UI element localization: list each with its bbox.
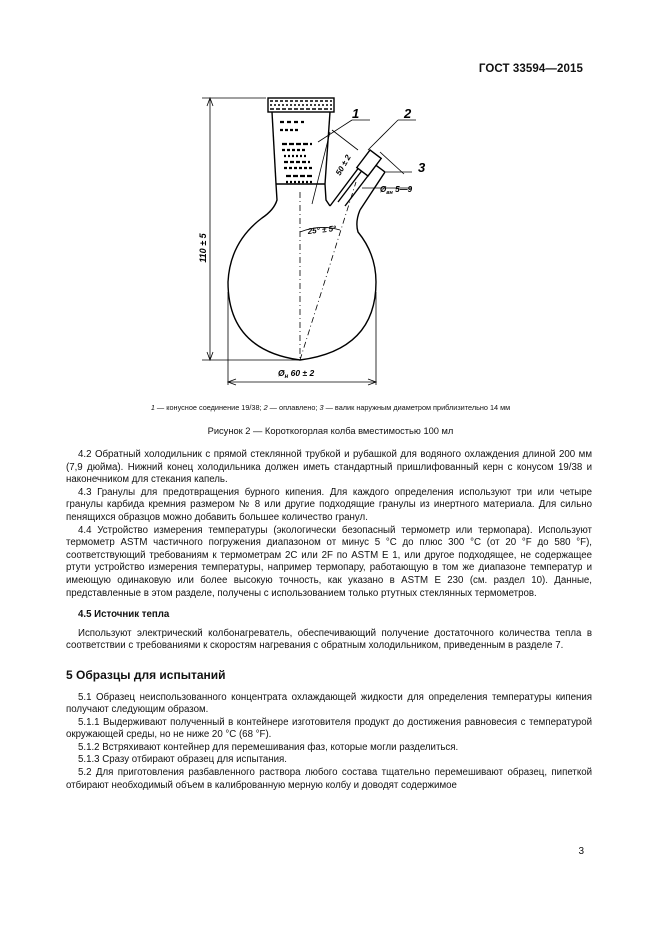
bulb-diameter: $Ø_н$ 60 ± 2 <box>278 368 315 380</box>
figure-legend: 1 — конусное соединение 19/38; 2 — оплавлено; 3 — валик наружным диаметром приблизительно 14 мм <box>150 403 511 412</box>
paragraph-4-4: 4.4 Устройство измерения температуры (экологически безопасный термометр или термопара). Используют термометр ASTM частичного погружения диапазоном от минус 5 °С до плюс 300 °С (от 20 °F до 580 °F), соответствующий требованиям к термометрам 2С или 2F по ASTM E 1, или другое подходящее, не содержащее ртути устройство измерения температуры, например термопару, работающую в том же диапазоне температур и имеющую одинаковую или более высокую точность, как указано в ASTM E 230 (см. раздел 10). Данные, представленные в этом разделе, получены с использованием только ртутных стеклянных термометров. <box>66 524 592 599</box>
callout-3: 3 <box>418 160 426 175</box>
dimension-lines <box>202 98 416 385</box>
flask-body <box>228 150 404 360</box>
paragraph-5-1: 5.1 Образец неиспользованного концентрата охлаждающей жидкости для определения температуры кипения получают следующим образом. <box>66 691 592 716</box>
ground-joint <box>268 98 334 184</box>
height-dimension: 110 ± 5 <box>198 233 208 263</box>
callout-1: 1 <box>352 106 360 121</box>
callout-2: 2 <box>404 106 412 121</box>
neck-length-dimension: 50 ± 2 <box>333 153 353 177</box>
side-arm-diameter: $Ø_{вн}$ 5—9 <box>380 185 413 196</box>
paragraph-5-1-3: 5.1.3 Сразу отбирают образец для испытания. <box>78 754 287 766</box>
paragraph-4-2: 4.2 Обратный холодильник с прямой стеклянной трубкой и рубашкой для водяного охлаждения длиной 200 мм (7,9 дюйма). Нижний конец холодильника должен иметь стандартный пришлифованный керн с конусом 19/38 и наконечником для стекания капель. <box>66 449 592 486</box>
paragraph-5-1-1: 5.1.1 Выдерживают полученный в контейнере изготовителя продукт до достижения равновесия с температурой окружающей среды, но не ниже 20 °С (68 °F). <box>66 716 592 741</box>
heading-4-5: 4.5 Источник тепла <box>78 609 170 621</box>
figure-caption: Рисунок 2 — Короткогорлая колба вместимостью 100 мл <box>207 426 454 436</box>
paragraph-5-1-2: 5.1.2 Встряхивают контейнер для перемешивания фаз, которые могли разделиться. <box>78 741 459 753</box>
page-number: 3 <box>578 846 584 857</box>
flask-drawing <box>180 92 440 392</box>
angle-dimension: 25° ± 5° <box>307 224 337 236</box>
document-code: ГОСТ 33594—2015 <box>478 63 583 75</box>
paragraph-5-2: 5.2 Для приготовления разбавленного раствора любого состава тщательно перемешивают образец, пипеткой отбирают необходимый объем в калиброванную мерную колбу и доводят содержимое <box>66 767 592 791</box>
body-text <box>66 449 592 792</box>
heading-5: 5 Образцы для испытаний <box>66 667 226 682</box>
flask-figure <box>180 92 440 392</box>
paragraph-4-3: 4.3 Гранулы для предотвращения бурного кипения. Для каждого определения используют три или четыре гранулы карбида кремния размером № 8 или другие подходящие гранулы из инертного материала. Для сильно пенящихся образцов можно добавить большее количество гранул. <box>66 486 592 523</box>
paragraph-4-5: Используют электрический колбонагреватель, обеспечивающий получение достаточного количества тепла в соответствии с требованиями к скоростям нагревания с обратным холодильником, приведенным в разделе 7. <box>66 627 592 652</box>
